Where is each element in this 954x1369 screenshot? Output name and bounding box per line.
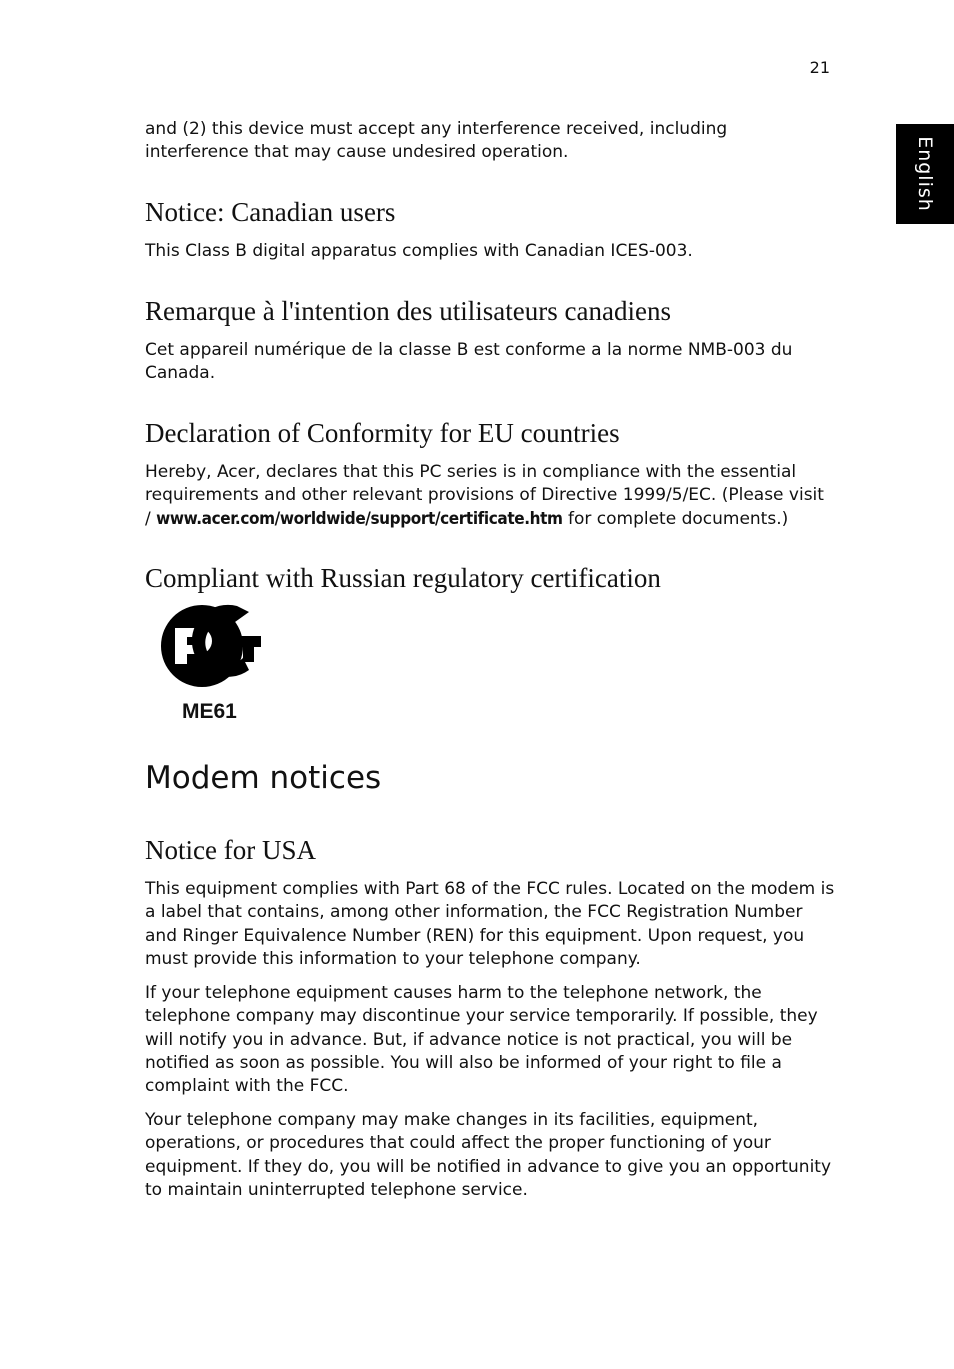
notice-usa-heading: Notice for USA — [145, 835, 316, 865]
language-side-tab — [896, 124, 954, 224]
intro-paragraph: and (2) this device must accept any interference received, including interference that may cause undesired operation. — [145, 119, 728, 163]
eu-conformity-heading: Declaration of Conformity for EU countries — [145, 418, 620, 448]
language-side-tab-label: English — [914, 136, 936, 212]
gost-logo-code: ME61 — [182, 700, 237, 723]
page-number: 21 — [809, 58, 830, 77]
remarque-heading: Remarque à l'intention des utilisateurs canadiens — [145, 296, 671, 326]
eu-text-after-link: for complete documents.) — [562, 508, 789, 529]
eu-conformity-paragraph — [145, 461, 835, 531]
remarque-paragraph: Cet appareil numérique de la classe B est conforme a la norme NMB-003 du Canada. — [145, 340, 793, 384]
gost-r-certification-logo — [157, 600, 265, 690]
modem-paragraph: Your telephone company may make changes in its facilities, equipment, operations, or procedures that could affect the proper functioning of your equipment. If they do, you will be notified in advance to give you an opportunity to maintain uninterrupted telephone service. — [145, 1110, 832, 1200]
canadian-users-heading: Notice: Canadian users — [145, 197, 396, 227]
russian-certification-heading: Compliant with Russian regulatory certification — [145, 563, 661, 593]
certificate-link[interactable]: www.acer.com/worldwide/support/certificate.htm — [156, 508, 563, 529]
modem-paragraph: This equipment complies with Part 68 of the FCC rules. Located on the modem is a label that contains, among other information, the FCC Registration Number and Ringer Equivalence Number (REN) for this equipment. Upon request, you must provide this information to your telephone company. — [145, 879, 835, 969]
modem-paragraph: If your telephone equipment causes harm to the telephone network, the telephone company may discontinue your service temporarily. If possible, they will notify you in advance. But, if advance notice is not practical, you will be notified as soon as possible. You will also be informed of your right to file a complaint with the FCC. — [145, 983, 818, 1097]
eu-text-before-link: Hereby, Acer, declares that this PC series is in compliance with the essential requirements and other relevant provisions of Directive 1999/5/EC. (Please visit / — [145, 462, 824, 529]
canadian-users-paragraph: This Class B digital apparatus complies with Canadian ICES-003. — [145, 241, 693, 261]
modem-notices-title: Modem notices — [145, 760, 382, 796]
